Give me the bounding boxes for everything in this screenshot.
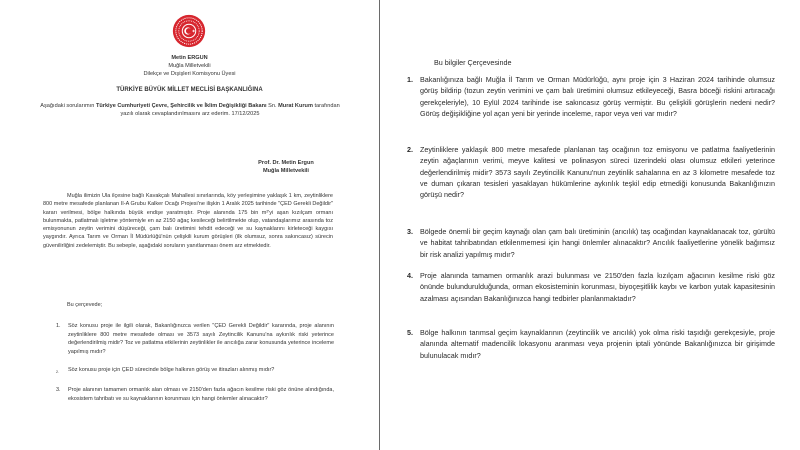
right-question-3 (407, 226, 775, 260)
signature-name: Prof. Dr. Metin Ergun (258, 160, 314, 166)
question-text: Söz konusu proje için ÇED sürecinde bölge halkının görüş ve itirazları alınmış mıdır? (68, 367, 275, 373)
author-name: Metin ERGUN (171, 55, 208, 61)
right-question-1 (407, 74, 775, 119)
question-text: Bakanlığınıza bağlı Muğla İl Tarım ve Orman Müdürlüğü, aynı proje için 3 Haziran 2024 tarihinde olumsuz görüş bildirip (tozun zeytin verimini ve çam balı üretimini olumsuz etkileyeceği, Basra böceği riskini artıracağı gerekçeleriyle), 10 Eylül 2024 tarihinde ise sakıncasız görüş vermiştir. Bu çelişkili görüşlerin nedeni nedir? Görüş değişikliğine yol açan yeni bir yerinde inceleme, rapor veya veri var mıdır? (420, 75, 775, 118)
author-role: Muğla Milletvekili (168, 63, 211, 69)
question-text: Bölgede önemli bir geçim kaynağı olan çam balı üretiminin (arıcılık) taş ocağından kaynaklanacak toz, gürültü ve habitat tahribatından etkilenmemesi için hangi önlemler alınacaktır? Arıcılık faaliyetlerine yönelik bağımsız bir risk analizi yapılmış mıdır? (420, 227, 775, 259)
question-text: Proje alanının tamamen ormanlık alan olması ve 2150'den fazla ağacın kesilme riski göz önüne alındığında, ekosistem tahribatı ve su kaynaklarının korunması için hangi önlemler alınacaktır? (68, 387, 334, 402)
question-text: Zeytinliklere yaklaşık 800 metre mesafede planlanan taş ocağının toz emisyonu ve patlatma faaliyetlerinin zeytin ağaçlarının verimi, meyve kalitesi ve polinasyon süreci üzerindeki olası olumsuz etkileri yeterince değerlendirilmiş midir? 3573 sayılı Zeytincilik Kanunu'nun zeytinlik sahalarına en az 3 kilometre mesafede toz ve duman çıkaran tesisleri yasaklayan hükümlerine aykırılık teşkil edip etmediği konusunda Bakanlığınızın görüşü nedir? (420, 145, 775, 200)
framing-text: Bu çerçevede; (67, 302, 103, 308)
question-number: 3. (56, 387, 61, 393)
question-number: 1. (407, 75, 413, 84)
left-page (0, 0, 379, 450)
question-text: Bölge halkının tarımsal geçim kaynaklarının (zeytincilik ve arıcılık) yok olma riski taşıdığı gerekçesiyle, proje alanında alternatif madencilik lokasyonu aranması veya projenin iptali yönünde Bakanlığınızca bir girişimde bulunulacak mıdır? (420, 328, 775, 360)
minister-name: Murat Kurum (278, 103, 313, 109)
ministry-name: Türkiye Cumhuriyeti Çevre, Şehircilik ve İklim Değişikliği Bakanı (95, 103, 267, 109)
author-committee: Dilekçe ve Dışişleri Komisyonu Üyesi (143, 71, 236, 77)
question-number: 3. (407, 227, 413, 236)
intro-date-text: tarafından yazılı olarak cevaplandırılmasını arz ederim. 17/12/2025 (120, 103, 340, 118)
left-question-2 (56, 366, 334, 376)
left-question-3 (56, 386, 334, 403)
right-question-2 (407, 144, 775, 200)
question-number: 4. (407, 271, 413, 280)
question-text: Proje alanında tamamen ormanlık arazi bulunması ve 2150'den fazla kızılçam ağacının kesilme riski göz önünde bulundurulduğunda, orman ekosisteminin korunması, biyoçeşitlilik kaybı ve karbon yutak kapasitesinin azalması açısından Bakanlığınızca hangi tedbirler planlanmaktadır? (420, 271, 775, 303)
intro-text: Aşağıdaki sorularımın (40, 103, 96, 109)
right-question-5 (407, 327, 775, 361)
tbmm-emblem-icon (172, 14, 206, 48)
framing-text: Bu bilgiler Çerçevesinde (434, 58, 512, 67)
right-page (380, 0, 800, 450)
question-number: 1. (56, 323, 61, 329)
question-number: 2. (56, 369, 59, 374)
background-paragraph: Muğla ilimizin Ula ilçesine bağlı Kavakçalı Mahallesi sınırlarında, köy yerleşimine yaklaşık 1 km, zeytinliklere 800 metre mesafede planlanan II-A Grubu Kalker Ocağı Projesi'ne ilişkin 1 Aralık 2025 tarihinde "ÇED Gerekli Değildir" kararı verilmesi, bölge halkında büyük endişe yaratmıştır. Proje alanında 175 bin m²'yi aşan kızılçam ormanı bulunmakta, patlatmalı işletme yöntemiyle en az 2150 ağaç kesileceği belirtilmekte olup, vatandaşlarımız arasında toz emisyonunun zeytin verimini düşüreceği, çam balı üretimini tehdit edeceği ve su kaynaklarını kirleteceği kaygısı yaygındır. Ayrıca Tarım ve Orman İl Müdürlüğü'nün çelişkili kurum görüşleri (ilk olumsuz, sonra sakıncasız) sürecin güvenilirliğini zedelemiştir. Bu sebeple, aşağıdaki soruların yanıtlanması önem arz etmektedir. (43, 193, 333, 249)
question-number: 5. (407, 328, 413, 337)
question-text: Söz konusu proje ile ilgili olarak, Bakanlığınızca verilen "ÇED Gerekli Değildir" kararında, proje alanının zeytinliklere 800 metre mesafede olması ve 3573 sayılı Zeytincilik Kanunu'na aykırılık riski yeterince değerlendirilmiş midir? Toz ve patlatma etkilerinin zeytinlikler ile arıcılığa zarar konusunda yeterince inceleme yapılmış mıdır? (68, 323, 334, 355)
addressee-title: TÜRKİYE BÜYÜK MİLLET MECLİSİ BAŞKANLIĞINA (116, 87, 263, 93)
left-question-1 (56, 322, 334, 356)
intro-text: Sn. (266, 103, 279, 109)
signature-title: Muğla Milletvekili (262, 168, 309, 174)
question-number: 2. (407, 145, 413, 154)
intro-statement (40, 102, 340, 118)
right-question-4 (407, 270, 775, 304)
